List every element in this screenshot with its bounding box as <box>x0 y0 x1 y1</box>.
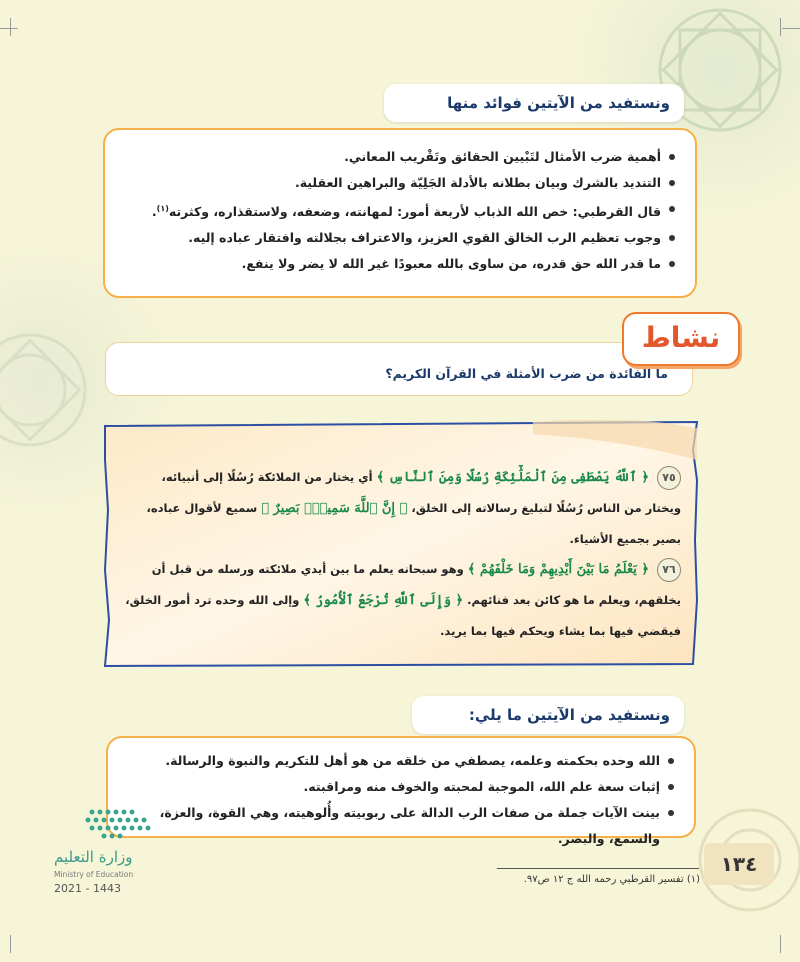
list-item: التنديد بالشرك وبيان بطلانه بالأدلة الجَلِيّة والبراهين العقلية. <box>117 170 677 196</box>
quran-verse: ﴿ يَعْلَمُ مَا بَيْنَ أَيْدِيهِمْ وَمَا خَلْفَهُمْ ﴾ <box>467 562 649 577</box>
tafsir-text <box>123 462 681 646</box>
quran-verse: ﴿ ٱللَّهُ يَصْطَفِى مِنَ ٱلْمَلَٰٓئِكَةِ رُسُلًا وَمِنَ ٱلنَّاسِ ﴾ <box>376 470 649 485</box>
tafsir-explanation: وإلى الله وحده ترد أمور الخلق، فيقضي فيها بما يشاء ويحكم فيها بما يريد. <box>125 593 681 638</box>
crop-mark <box>782 28 800 29</box>
islamic-pattern-ornament-left <box>0 300 110 500</box>
ministry-logo <box>22 806 152 895</box>
crop-mark <box>10 18 11 36</box>
activity-badge: نشاط <box>622 312 740 366</box>
list-item: ما قدر الله حق قدره، من ساوى بالله معبودًا غير الله لا يضر ولا ينفع. <box>117 251 677 277</box>
crop-mark <box>780 935 781 953</box>
quran-verse: ﴿ إِنَّ ٱللَّهَ سَمِيعٌۢ بَصِيرٌ ﴾ <box>261 501 408 516</box>
benefits-panel-1 <box>103 128 697 298</box>
crop-mark <box>10 935 11 953</box>
tafsir-explanation: أي يختار من الملائكة رُسُلًا إلى أنبيائه، ويختار من الناس رُسُلًا لتبليغ رسالاته إلى الخلق، <box>161 470 681 515</box>
verse-number-badge: ٧٦ <box>657 558 681 582</box>
benefits-heading-1 <box>384 84 684 122</box>
benefits-list-2 <box>108 738 694 860</box>
activity-question: ما الفائدة من ضرب الأمثلة في القرآن الكريم؟ <box>385 366 668 381</box>
benefits-heading-1-text: ونستفيد من الآيتين فوائد منها <box>447 94 670 112</box>
list-item: وجوب تعظيم الرب الخالق القوي العزيز، والاعتراف بجلالته وافتقار عباده إليه. <box>117 225 677 251</box>
edition-year: 2021 - 1443 <box>54 882 121 895</box>
ministry-name-english: Ministry of Education <box>54 870 134 879</box>
verse-number-badge: ٧٥ <box>657 466 681 490</box>
crop-mark <box>0 28 18 29</box>
list-item: قال القرطبي: خص الله الذباب لأربعة أمور: لمهانته، وضعفه، ولاستقذاره، وكثرته$^{(١)}$. <box>117 196 677 225</box>
list-item: أهمية ضرب الأمثال لتَبْيين الحقائق وتَقْريب المعاني. <box>117 144 677 170</box>
ministry-name-arabic: وزارة التعليم <box>54 848 133 866</box>
tafsir-explanation: سميع لأقوال عباده، بصير بجميع الأشياء. <box>146 501 681 546</box>
benefits-panel-2 <box>106 736 696 846</box>
tafsir-scroll <box>103 420 699 668</box>
crop-mark <box>780 18 781 36</box>
benefits-heading-2 <box>412 696 684 734</box>
footnote-divider <box>497 868 699 869</box>
list-item: الله وحده بحكمته وعلمه، يصطفي من خلقه من هو أهل للتكريم والنبوة والرسالة. <box>120 748 676 774</box>
footnote-reference[interactable]: (١) <box>156 204 169 213</box>
tafsir-explanation: وهو سبحانه يعلم ما بين أيدي ملائكته ورسله من قبل أن يخلقهم، ويعلم ما هو كائن بعد فنائهم. <box>151 562 681 607</box>
activity-question-box <box>105 342 693 396</box>
page-number: ١٣٤ <box>704 843 774 885</box>
footnote: (١) تفسير القرطبي رحمه الله ج ١٢ ص٩٧. <box>523 874 700 885</box>
list-item: بينت الآيات جملة من صفات الرب الدالة على ربوبيته وأُلوهيته، وهي القوة، والعزة، والسمع، والبصر. <box>120 800 676 852</box>
tafsir-verse-75 <box>123 462 681 554</box>
ministry-emblem-icon <box>84 806 154 846</box>
benefits-list-1 <box>105 130 695 285</box>
benefits-heading-2-text: ونستفيد من الآيتين ما يلي: <box>468 706 670 724</box>
quran-verse: ﴿ وَإِلَى ٱللَّهِ تُرْجَعُ ٱلْأُمُورُ ﴾ <box>303 593 464 608</box>
list-item: إثبات سعة علم الله، الموجبة لمحبته والخوف منه ومراقبته. <box>120 774 676 800</box>
tafsir-verse-76 <box>123 554 681 646</box>
